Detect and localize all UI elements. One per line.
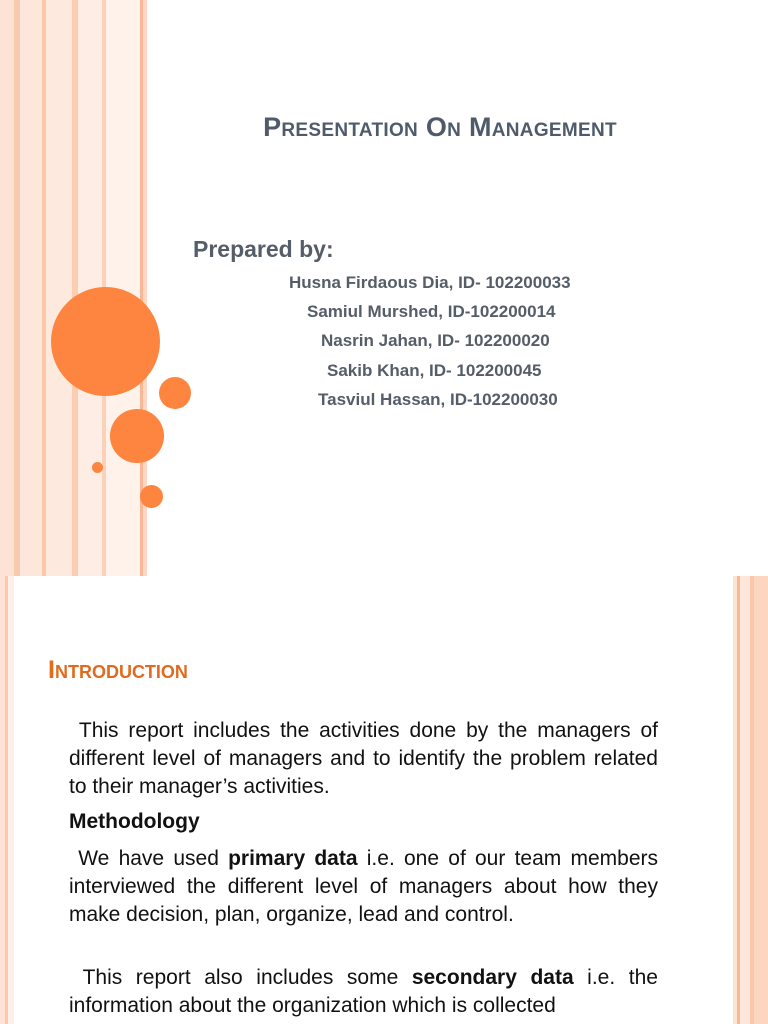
slide-title: Presentation On Management <box>263 112 617 142</box>
member-line: Samiul Murshed, ID-102200014 <box>307 302 556 321</box>
intro-paragraph <box>69 717 658 801</box>
decorative-stripe <box>754 576 768 1024</box>
methodology-heading: Methodology <box>69 810 200 833</box>
slide-title: Introduction <box>48 656 188 684</box>
secondary-data-term: secondary data <box>411 966 574 989</box>
primary-text-start: We have used <box>78 847 229 870</box>
secondary-data-paragraph <box>69 964 658 1020</box>
member-line: Husna Firdaous Dia, ID- 102200033 <box>289 273 571 292</box>
decorative-circle <box>159 377 191 409</box>
primary-text-end: i.e. one of our team members interviewed the different level of managers about how they make decision, plan, organize, lead and control. <box>69 847 658 926</box>
secondary-text-end: i.e. the information about the organization which is collected <box>69 966 658 1017</box>
decorative-circle <box>110 409 164 463</box>
decorative-stripe <box>20 0 42 576</box>
secondary-text-start: This report also includes some <box>82 966 412 989</box>
decorative-circle <box>140 485 163 508</box>
member-line: Sakib Khan, ID- 102200045 <box>327 361 542 380</box>
primary-data-paragraph <box>69 845 658 929</box>
intro-text: This report includes the activities done by the managers of different level of managers and to identify the problem related to their manager’s activities. <box>69 719 658 798</box>
decorative-stripe <box>46 0 72 576</box>
member-line: Tasviul Hassan, ID-102200030 <box>318 390 558 409</box>
primary-data-term: primary data <box>228 847 358 870</box>
decorative-stripe <box>8 576 14 1024</box>
decorative-circle-small <box>92 462 103 473</box>
decorative-stripe <box>740 576 750 1024</box>
prepared-by-label: Prepared by: <box>193 236 334 262</box>
member-line: Nasrin Jahan, ID- 102200020 <box>321 331 550 350</box>
decorative-stripe <box>0 0 14 576</box>
decorative-circle-large <box>51 287 160 396</box>
